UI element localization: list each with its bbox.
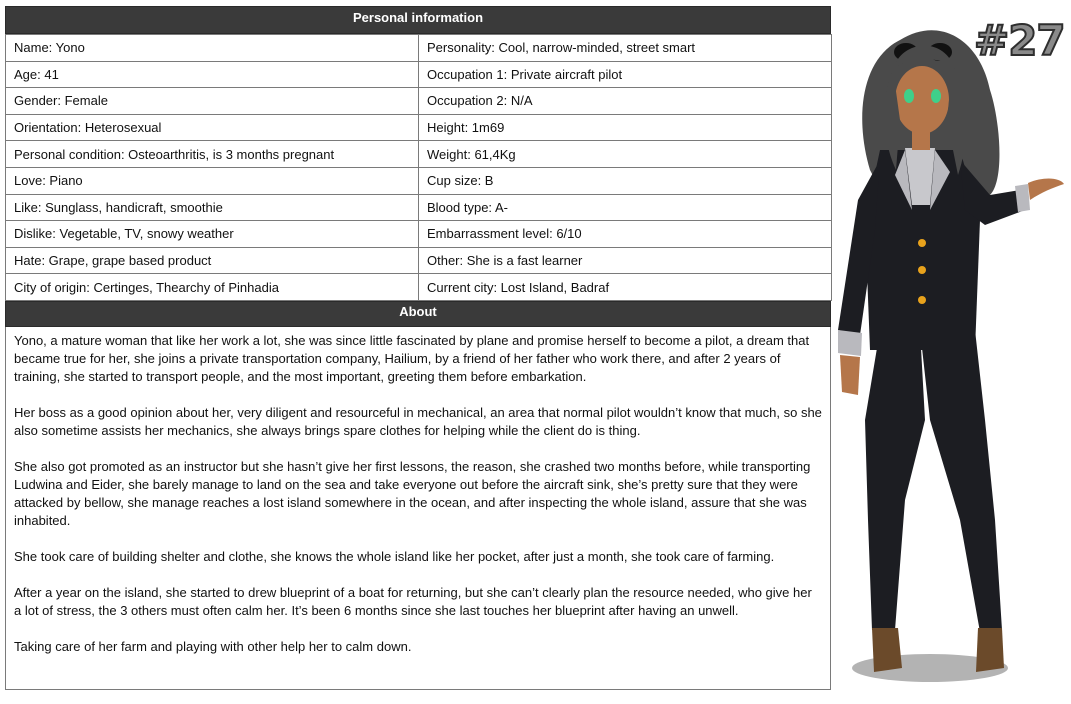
about-paragraph: She took care of building shelter and clothe, she knows the whole island like her pocket, after just a month, she took care of farming. — [14, 548, 775, 564]
table-row — [6, 221, 832, 248]
character-sheet — [5, 6, 831, 690]
left-leg — [865, 330, 925, 630]
name-cell: Name: Yono — [6, 35, 419, 62]
height-cell: Height: 1m69 — [419, 114, 832, 141]
about-paragraph: Her boss as a good opinion about her, very diligent and resourceful in mechanical, an area that normal pilot wouldn’t know that much, so she also sometime assists her mechanics, she always brings spare clothes for helping while the client do is thing. — [14, 404, 822, 438]
current-city-cell: Current city: Lost Island, Badraf — [419, 274, 832, 301]
left-shoe — [872, 628, 902, 672]
left-eye — [904, 89, 914, 103]
face — [895, 66, 949, 134]
table-row — [6, 141, 832, 168]
cup-size-cell: Cup size: B — [419, 167, 832, 194]
about-paragraph: Yono, a mature woman that like her work a lot, she was since little fascinated by plane and promise herself to become a pilot, a dream that became true for her, she joins a private transportation company, Hailium, by a friend of her father who work there, and after 2 years of training, she started to transport people, and the most important, greeting them before embarkation. — [14, 332, 810, 384]
right-hand — [1028, 179, 1064, 200]
jacket-button — [918, 239, 926, 247]
about-paragraph: Taking care of her farm and playing with other help her to calm down. — [14, 638, 412, 654]
left-hand — [840, 355, 860, 395]
other-cell: Other: She is a fast learner — [419, 247, 832, 274]
table-row — [6, 167, 832, 194]
occupation-2-cell: Occupation 2: N/A — [419, 88, 832, 115]
right-leg — [920, 330, 1002, 632]
jacket-button — [918, 266, 926, 274]
right-eye — [931, 89, 941, 103]
dislike-cell: Dislike: Vegetable, TV, snowy weather — [6, 221, 419, 248]
table-row — [6, 88, 832, 115]
personal-info-table — [5, 34, 832, 301]
occupation-1-cell: Occupation 1: Private aircraft pilot — [419, 61, 832, 88]
jacket-button — [918, 296, 926, 304]
personality-cell: Personality: Cool, narrow-minded, street smart — [419, 35, 832, 62]
character-number-badge: #27 — [974, 16, 1065, 65]
table-row — [6, 194, 832, 221]
age-cell: Age: 41 — [6, 61, 419, 88]
embarrassment-level-cell: Embarrassment level: 6/10 — [419, 221, 832, 248]
left-cuff — [838, 330, 862, 356]
table-row — [6, 114, 832, 141]
orientation-cell: Orientation: Heterosexual — [6, 114, 419, 141]
personal-info-header: Personal information — [5, 6, 831, 34]
about-paragraph: After a year on the island, she started to drew blueprint of a boat for returning, but she can’t clearly plan the resource needed, who give her a lot of stress, the 3 others must often calm her. It’s been 6 months since she last touches her blueprint after having an unwell. — [14, 584, 812, 618]
like-cell: Like: Sunglass, handicraft, smoothie — [6, 194, 419, 221]
table-row — [6, 35, 832, 62]
personal-condition-cell: Personal condition: Osteoarthritis, is 3 months pregnant — [6, 141, 419, 168]
about-paragraph: She also got promoted as an instructor but she hasn’t give her first lessons, the reason, she crashed two months before, while transporting Ludwina and Eider, she barely manage to land on the sea and take everyone out before the aircraft sink, she’s pretty sure that they were attacked by bellow, she manage reaches a lost island somewhere in the ocean, and after inspecting the whole island, assure that she was inhabited. — [14, 458, 811, 528]
table-row — [6, 61, 832, 88]
blood-type-cell: Blood type: A- — [419, 194, 832, 221]
character-illustration — [833, 0, 1071, 704]
right-shoe — [976, 628, 1004, 672]
about-header: About — [5, 301, 831, 327]
city-of-origin-cell: City of origin: Certinges, Thearchy of Pinhadia — [6, 274, 419, 301]
gender-cell: Gender: Female — [6, 88, 419, 115]
weight-cell: Weight: 61,4Kg — [419, 141, 832, 168]
love-cell: Love: Piano — [6, 167, 419, 194]
table-row — [6, 274, 832, 301]
about-body — [5, 327, 831, 690]
hate-cell: Hate: Grape, grape based product — [6, 247, 419, 274]
table-row — [6, 247, 832, 274]
